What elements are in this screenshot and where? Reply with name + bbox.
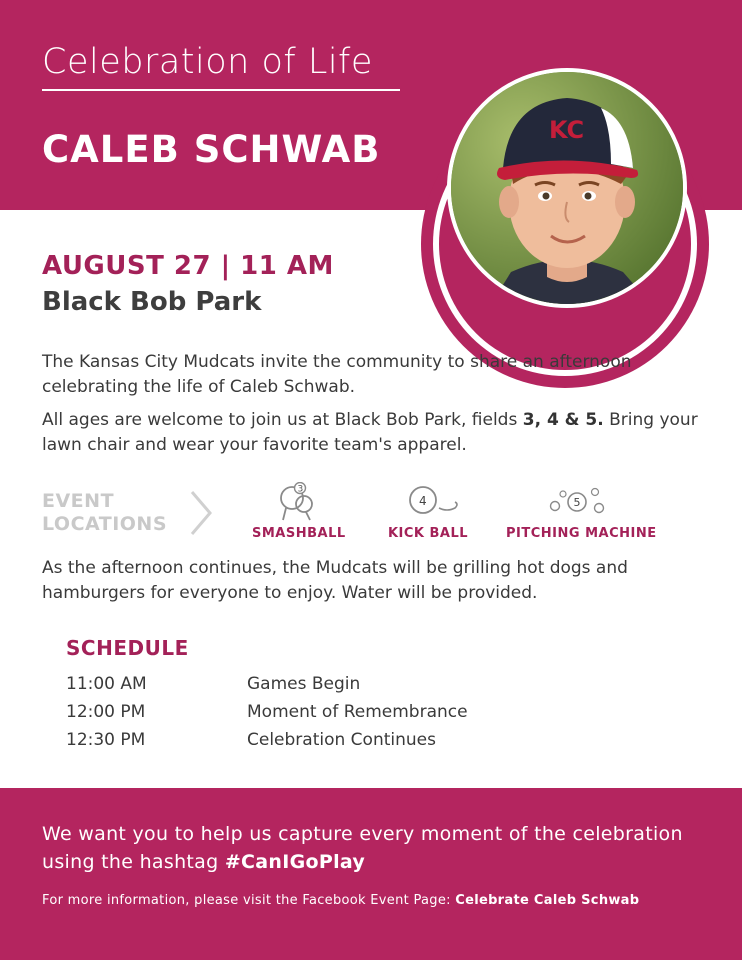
event-date-time: AUGUST 27 | 11 AM: [42, 251, 334, 281]
pitching-balls-icon: [541, 482, 613, 522]
schedule-event: Games Begin: [247, 674, 361, 694]
activity-kick-ball: [380, 482, 476, 541]
kick-ball-icon: [393, 482, 463, 522]
activity-pitching-machine: [506, 482, 657, 541]
portrait-photo: [447, 68, 687, 308]
event-locations-label-line1: EVENT: [42, 490, 115, 512]
hashtag-message: [42, 820, 722, 876]
food-paragraph: As the afternoon continues, the Mudcats will be grilling hot dogs and hamburgers for everyone to enjoy. Water will be provided.: [42, 558, 628, 603]
schedule-time: 12:00 PM: [66, 702, 146, 722]
intro-paragraph: The Kansas City Mudcats invite the community to share an afternoon celebrating the life of Caleb Schwab.: [42, 352, 632, 397]
page-kicker: Celebration of Life: [42, 42, 373, 82]
pitching-machine-number: 5: [573, 496, 581, 509]
event-location: Black Bob Park: [42, 287, 262, 317]
schedule-event: Celebration Continues: [247, 730, 436, 750]
welcome-text-end: Bring your lawn chair and wear your favorite team's apparel.: [42, 410, 698, 455]
schedule-time: 11:00 AM: [66, 674, 147, 694]
cap-logo: KC: [549, 116, 585, 144]
schedule-title: SCHEDULE: [66, 636, 189, 660]
smashball-label: SMASHBALL: [252, 526, 346, 541]
more-info-line: [42, 893, 639, 908]
chevron-right-icon: [188, 490, 214, 536]
welcome-text-start: All ages are welcome to join us at Black Bob Park, fields: [42, 410, 523, 430]
event-locations-label: [42, 490, 167, 536]
schedule-row: [66, 674, 360, 694]
welcome-paragraph: [42, 408, 722, 458]
schedule-event: Moment of Remembrance: [247, 702, 468, 722]
kick-ball-label: KICK BALL: [387, 526, 469, 541]
more-info-text: For more information, please visit the Facebook Event Page:: [42, 893, 456, 908]
schedule-time: 12:30 PM: [66, 730, 146, 750]
event-locations-label-line2: LOCATIONS: [42, 513, 168, 535]
paddle-ball-icon: [274, 482, 322, 522]
portrait-illustration: [451, 72, 683, 304]
kick-ball-number: 4: [419, 494, 427, 508]
field-numbers: 3, 4 & 5.: [522, 410, 604, 430]
facebook-event-link[interactable]: Celebrate Caleb Schwab: [455, 893, 640, 908]
hashtag-intro: We want you to help us capture every moment of the celebration using the hashtag: [42, 823, 683, 873]
schedule-row: [66, 730, 436, 750]
schedule-row: [66, 702, 468, 722]
activity-smashball: [252, 482, 344, 541]
smashball-number: 3: [297, 484, 304, 495]
honoree-name: CALEB SCHWAB: [42, 128, 381, 171]
hashtag: #CanIGoPlay: [224, 851, 366, 873]
kicker-underline: [42, 89, 400, 91]
pitching-machine-label: PITCHING MACHINE: [506, 526, 657, 541]
